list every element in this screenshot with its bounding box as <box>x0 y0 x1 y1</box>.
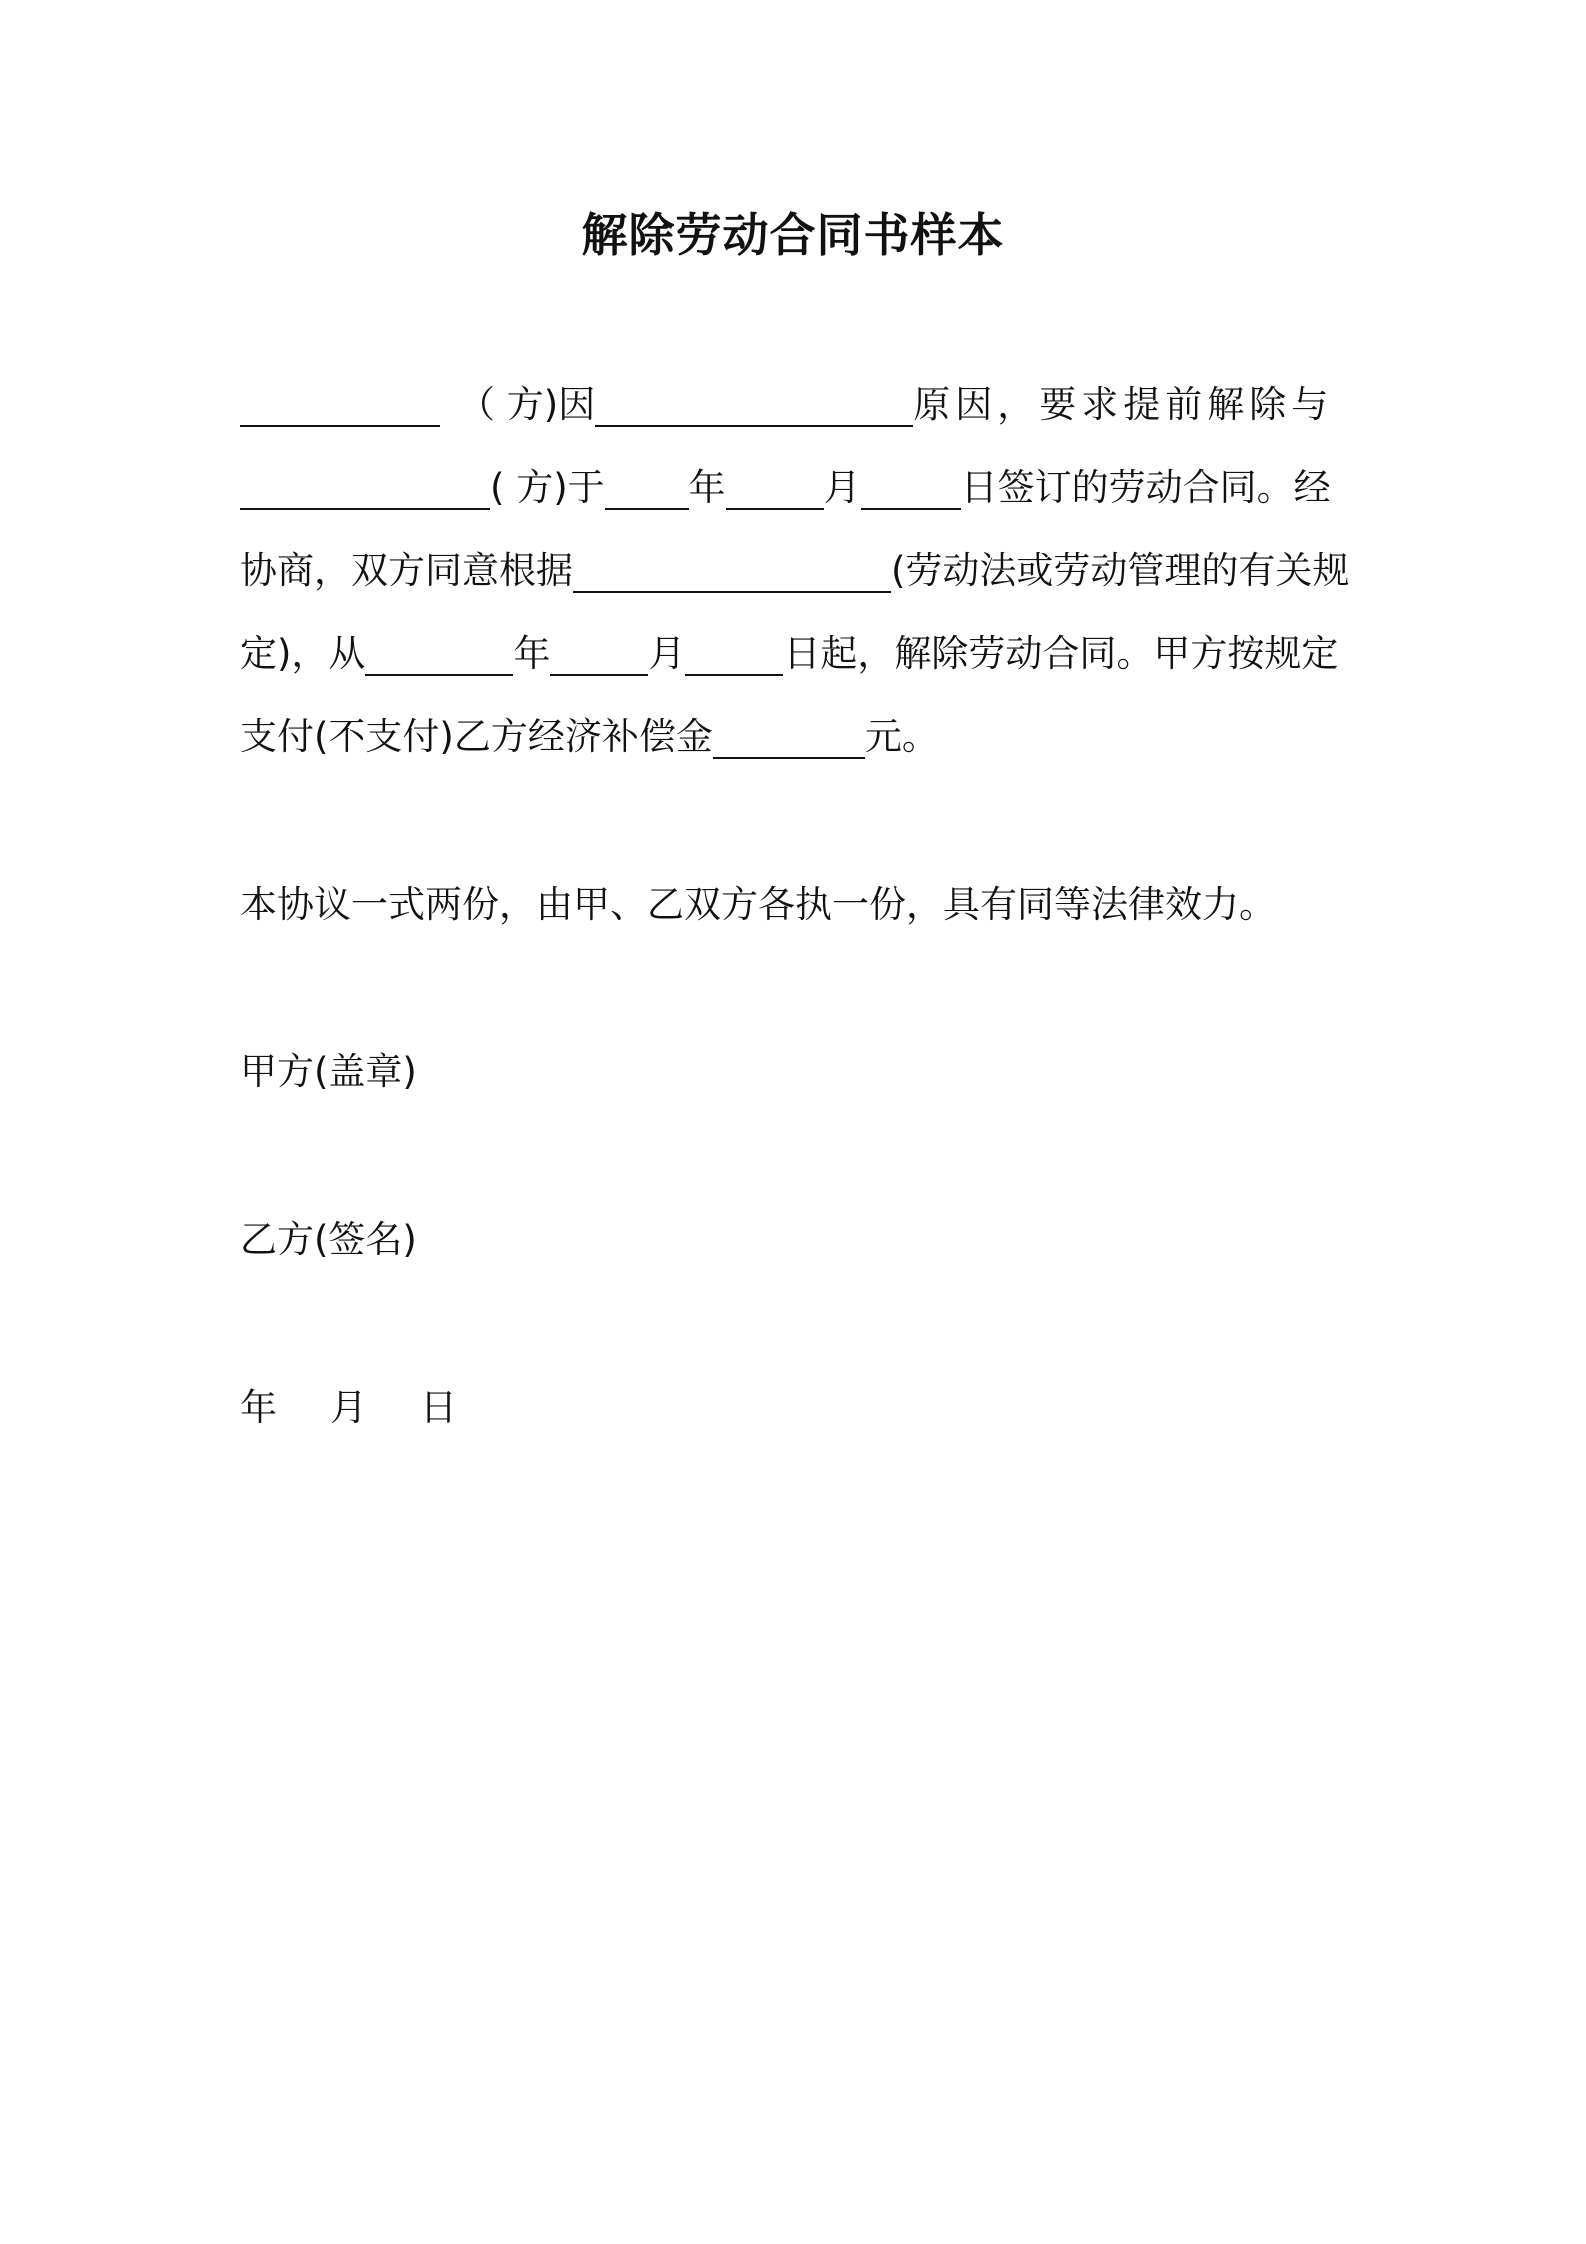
text-segment: 日起，解除劳动合同。甲方按规定 <box>783 632 1339 675</box>
text-segment: 原因，要求提前解除与 <box>913 383 1334 426</box>
blank-end-day[interactable] <box>685 630 783 676</box>
text-segment: 日签订的劳动合同。经 <box>960 466 1331 509</box>
blank-other-party[interactable] <box>240 464 490 510</box>
party-a-seal-label: 甲方(盖章) <box>240 1050 417 1093</box>
text-segment: 定)，从 <box>240 632 366 675</box>
text-segment: ( 方)于 <box>490 466 605 509</box>
blank-reason[interactable] <box>595 381 913 427</box>
paragraph-1-line-5 <box>240 707 1350 767</box>
blank-sign-year[interactable] <box>605 464 689 510</box>
blank-end-month[interactable] <box>550 630 648 676</box>
blank-party-name[interactable] <box>240 381 440 427</box>
text-segment: （ 方)因 <box>458 383 596 426</box>
paragraph-2: 本协议一式两份，由甲、乙双方各执一份，具有同等法律效力。 <box>240 883 1276 926</box>
blank-sign-month[interactable] <box>726 464 824 510</box>
party-b-signature-label: 乙方(签名) <box>240 1218 417 1261</box>
paragraph-1-line-1 <box>240 375 1350 435</box>
text-segment: 年 <box>513 632 551 675</box>
document-title: 解除劳动合同书样本 <box>581 208 1005 262</box>
text-segment: 元。 <box>864 715 939 758</box>
blank-legal-basis[interactable] <box>573 547 891 593</box>
date-line: 年 月 日 <box>240 1386 465 1429</box>
paragraph-1-line-3 <box>240 541 1350 601</box>
paragraph-1-line-2 <box>240 458 1350 518</box>
blank-sign-day[interactable] <box>861 464 961 510</box>
text-segment: 支付(不支付)乙方经济补偿金 <box>240 715 713 758</box>
text-segment: 月 <box>823 466 861 509</box>
text-segment: 年 <box>688 466 726 509</box>
paragraph-1-line-4 <box>240 624 1350 684</box>
blank-compensation-amount[interactable] <box>713 713 865 759</box>
text-segment: 月 <box>648 632 686 675</box>
text-segment: 协商，双方同意根据 <box>240 549 573 592</box>
blank-end-year[interactable] <box>365 630 513 676</box>
text-segment: (劳动法或劳动管理的有关规 <box>891 549 1350 592</box>
